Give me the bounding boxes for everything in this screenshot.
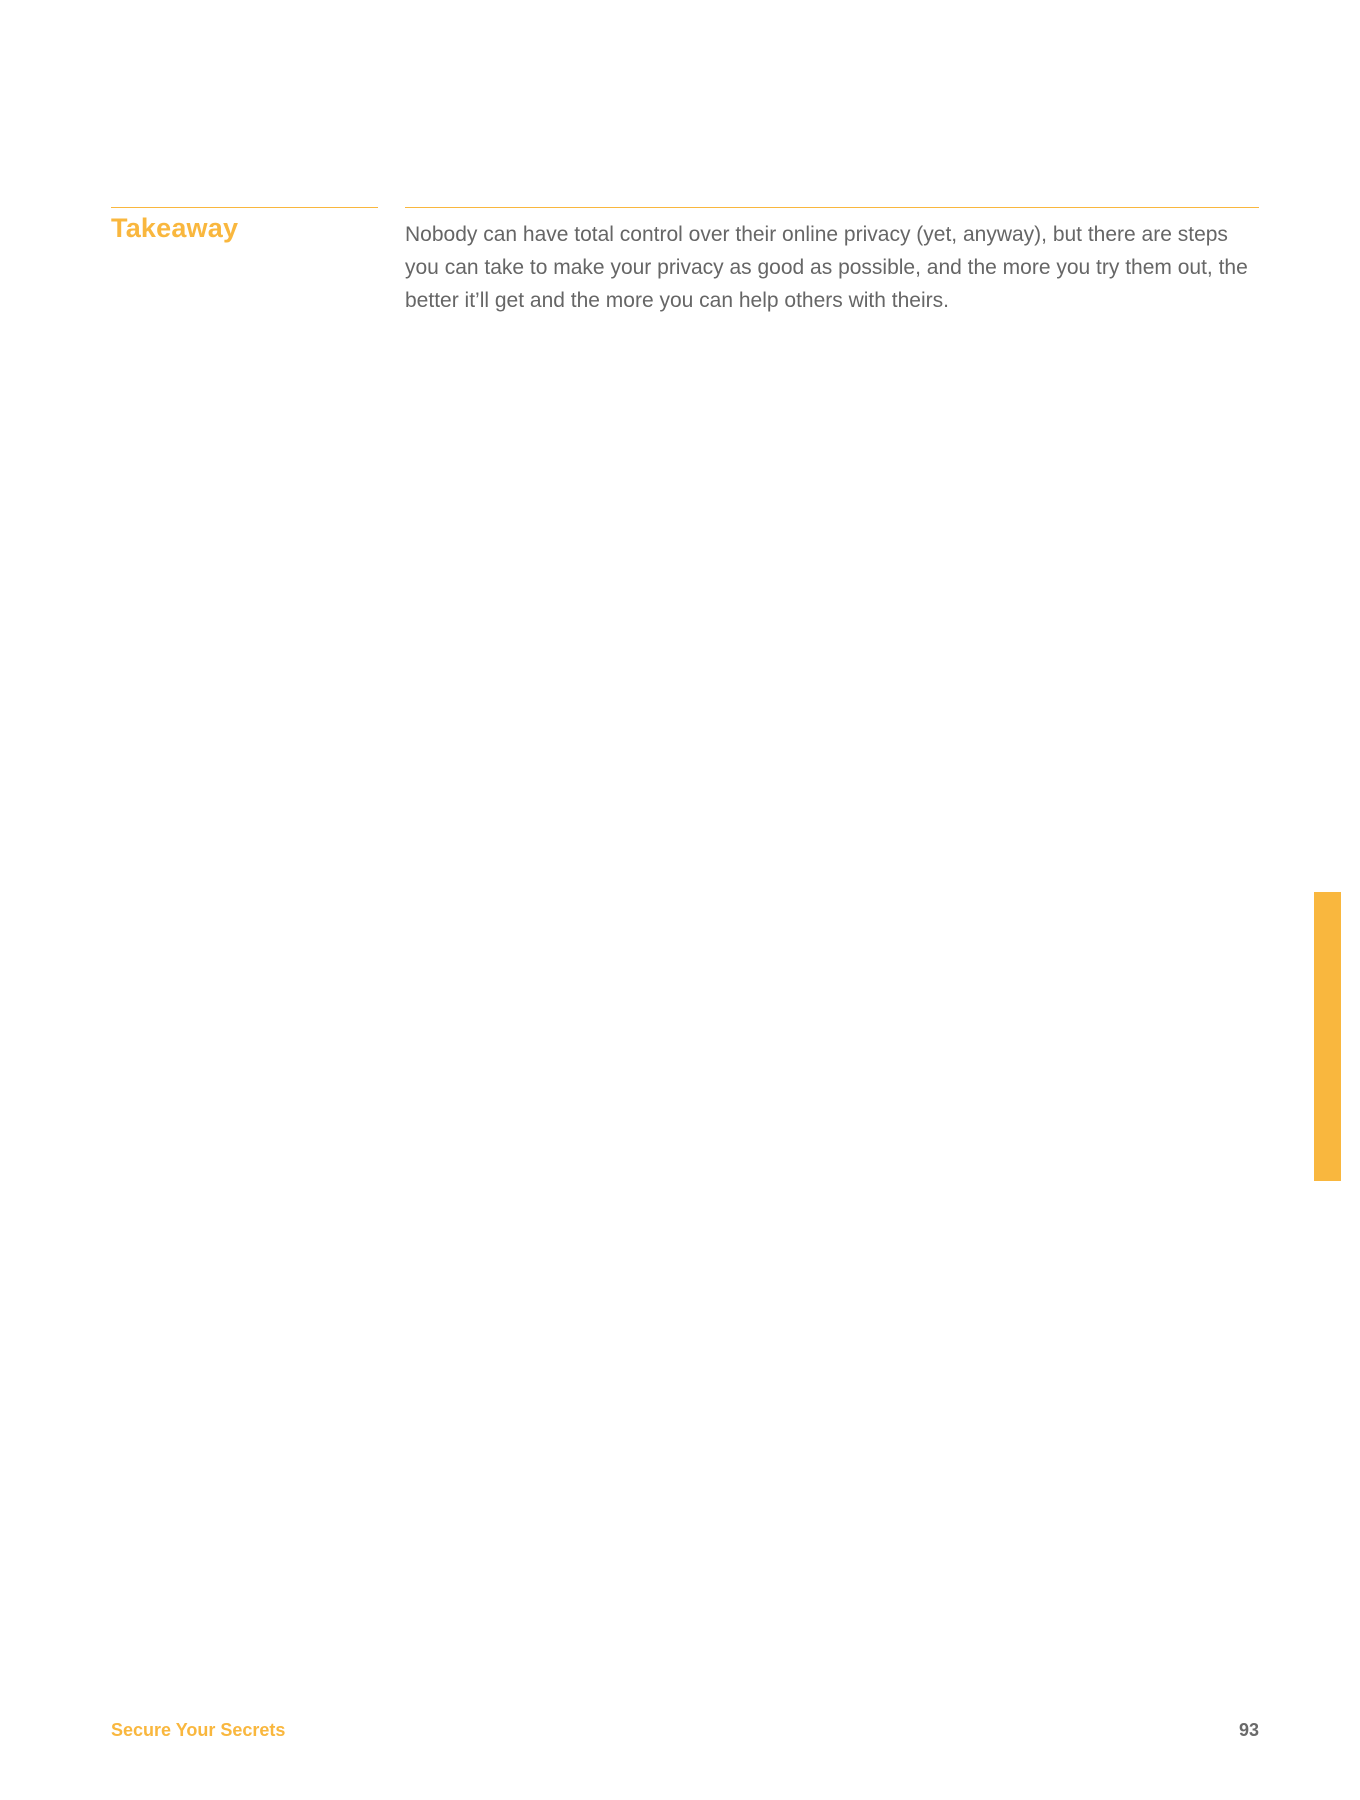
section-body-text: Nobody can have total control over their online privacy (yet, anyway), but there are steps you can take to make your privacy as good as possible, and the more you try them out, the better it’ll get and the more you can help others with theirs. bbox=[405, 223, 1248, 312]
section-heading: Takeaway bbox=[111, 213, 239, 243]
body-divider bbox=[405, 207, 1259, 208]
footer-book-title: Secure Your Secrets bbox=[111, 1720, 286, 1740]
heading-divider bbox=[111, 207, 378, 208]
chapter-side-tab bbox=[1314, 892, 1341, 1181]
page-number: 93 bbox=[1238, 1720, 1259, 1740]
